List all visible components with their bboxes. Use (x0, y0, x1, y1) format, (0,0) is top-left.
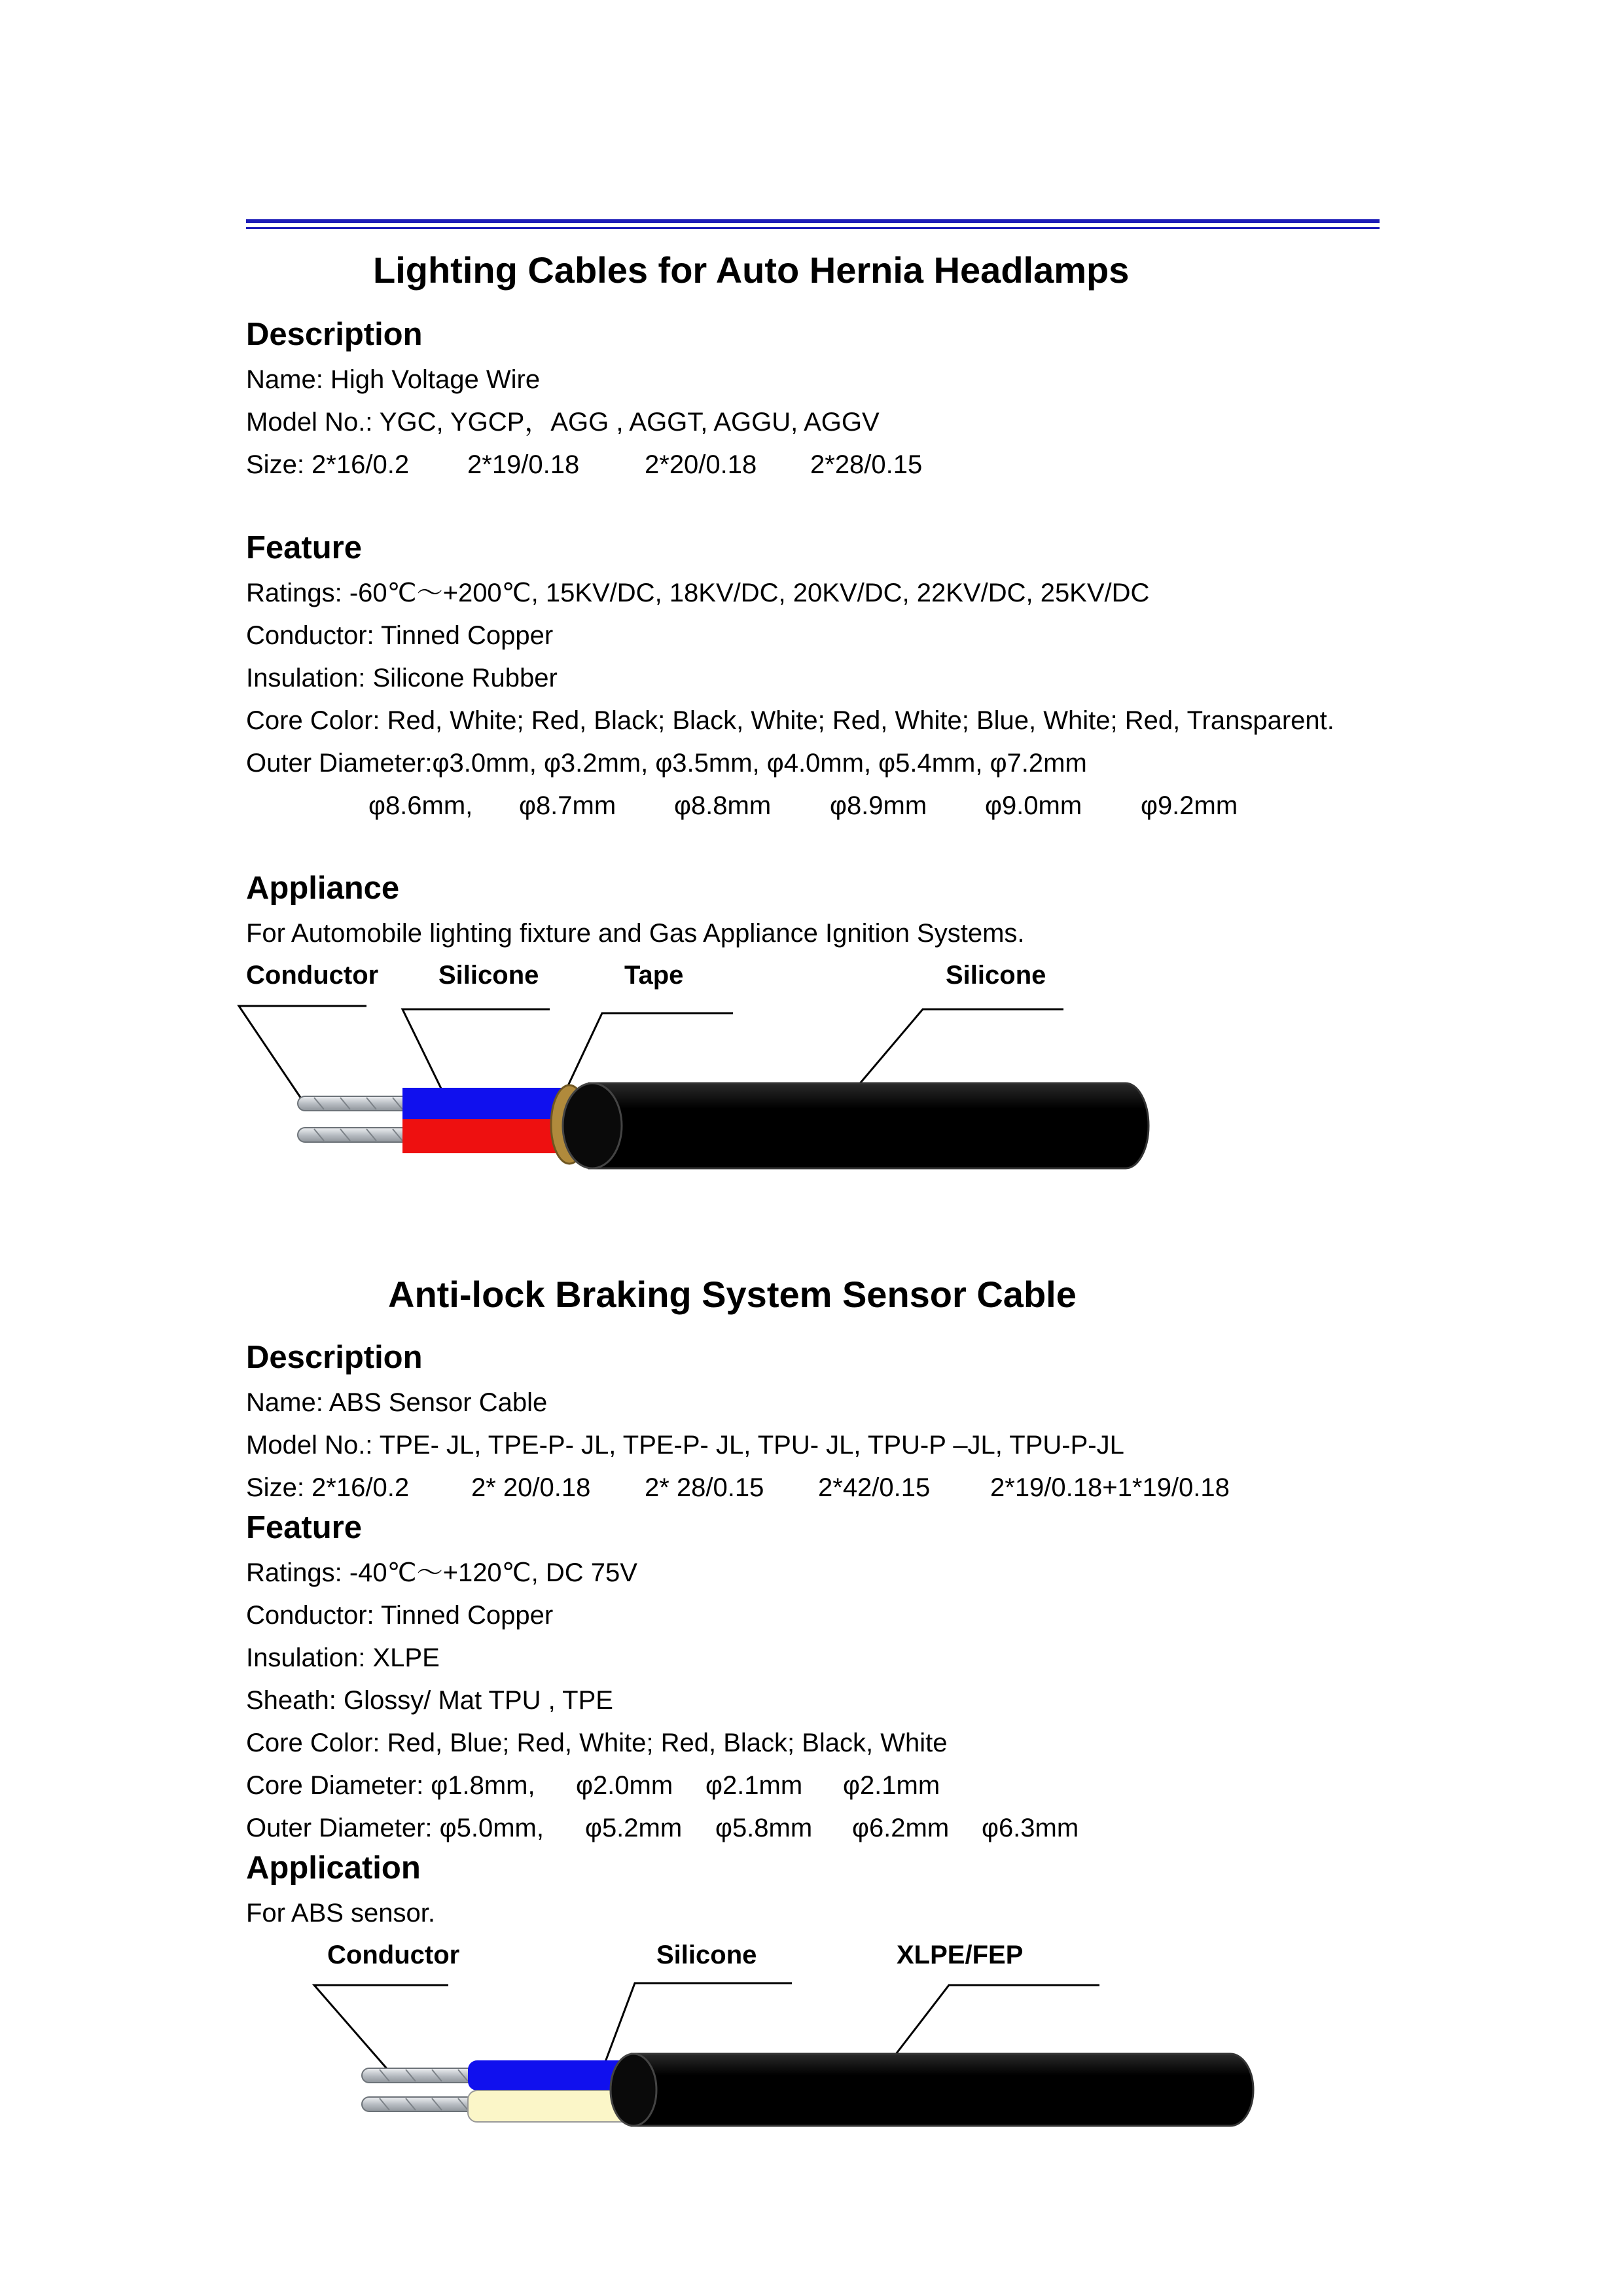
section1-outer-diameter-value: φ8.6mm, (368, 791, 473, 820)
diagram2-label-silicone: Silicone (656, 1941, 757, 1969)
section1-model: Model No.: YGC, YGCP，AGG , AGGT, AGGU, AGGV (246, 408, 880, 437)
section2-description-heading: Description (246, 1340, 423, 1375)
section2-core-diameter-label: Core Diameter: φ1.8mm, (246, 1771, 535, 1800)
leader-silicone (605, 1983, 792, 2062)
section2-ratings: Ratings: -40℃～+120℃, DC 75V (246, 1558, 637, 1587)
section1-outer-diameter: Outer Diameter:φ3.0mm, φ3.2mm, φ3.5mm, φ4.0mm, φ5.4mm, φ7.2mm (246, 749, 1087, 778)
section2-name: Name: ABS Sensor Cable (246, 1388, 548, 1417)
diagram1-label-silicone-jacket: Silicone (946, 961, 1046, 990)
section1-outer-diameter-value: φ8.8mm (674, 791, 772, 820)
diagram2-jacket-end (611, 2054, 656, 2126)
section2-size: 2*42/0.15 (818, 1473, 931, 1502)
diagram1-label-silicone: Silicone (438, 961, 539, 990)
section1-size-label: Size: 2*16/0.2 (246, 450, 410, 479)
diagram1-label-conductor: Conductor (246, 961, 379, 990)
section1-size: 2*20/0.18 (645, 450, 757, 479)
section2-feature-heading: Feature (246, 1510, 363, 1545)
section2-model: Model No.: TPE- JL, TPE-P- JL, TPE-P- JL, TPU- JL, TPU-P –JL, TPU-P-JL (246, 1431, 1124, 1460)
section2-application-heading: Application (246, 1850, 421, 1886)
section2-outer-diameter-value: φ6.3mm (982, 1814, 1079, 1842)
section2-title: Anti-lock Braking System Sensor Cable (388, 1274, 1077, 1315)
diagram1-label-tape: Tape (624, 961, 684, 990)
section2-sheath: Sheath: Glossy/ Mat TPU , TPE (246, 1686, 613, 1715)
diagram2-label-conductor: Conductor (327, 1941, 460, 1969)
leader-conductor (314, 1985, 448, 2072)
section2-size: 2* 20/0.18 (471, 1473, 591, 1502)
diagram2-core-blue (468, 2060, 632, 2090)
section2-outer-diameter-label: Outer Diameter: φ5.0mm, (246, 1814, 544, 1842)
section1-insulation: Insulation: Silicone Rubber (246, 664, 558, 692)
section1-outer-diameter-value: φ9.2mm (1141, 791, 1238, 820)
section1-outer-diameter-value: φ9.0mm (985, 791, 1082, 820)
section2-outer-diameter-value: φ5.2mm (585, 1814, 683, 1842)
section2-conductor: Conductor: Tinned Copper (246, 1601, 554, 1630)
section1-core-color: Core Color: Red, White; Red, Black; Black, White; Red, White; Blue, White; Red, Transparent. (246, 706, 1334, 735)
section1-feature-heading: Feature (246, 530, 363, 565)
section2-core-color: Core Color: Red, Blue; Red, White; Red, Black; Black, White (246, 1729, 948, 1757)
section1-appliance-text: For Automobile lighting fixture and Gas Appliance Ignition Systems. (246, 919, 1025, 948)
section2-size: 2* 28/0.15 (645, 1473, 764, 1502)
leader-xlpe-fep (890, 1985, 1099, 2062)
section2-size-label: Size: 2*16/0.2 (246, 1473, 410, 1502)
section2-size: 2*19/0.18+1*19/0.18 (990, 1473, 1230, 1502)
section2-core-diameter-value: φ2.0mm (576, 1771, 673, 1800)
section1-title: Lighting Cables for Auto Hernia Headlamps (373, 249, 1130, 291)
section2-insulation: Insulation: XLPE (246, 1643, 440, 1672)
section1-size: 2*28/0.15 (810, 450, 923, 479)
diagram2-core-cream (468, 2090, 632, 2122)
section2-application-text: For ABS sensor. (246, 1899, 436, 1928)
section2-outer-diameter-value: φ6.2mm (852, 1814, 950, 1842)
diagram2-label-xlpe-fep: XLPE/FEP (897, 1941, 1024, 1969)
section1-conductor: Conductor: Tinned Copper (246, 621, 554, 650)
section1-ratings: Ratings: -60℃～+200℃, 15KV/DC, 18KV/DC, 20KV/DC, 22KV/DC, 25KV/DC (246, 579, 1150, 607)
section1-size: 2*19/0.18 (467, 450, 580, 479)
section1-appliance-heading: Appliance (246, 870, 400, 906)
section1-name: Name: High Voltage Wire (246, 365, 541, 394)
diagram2-conductors (362, 2068, 476, 2111)
section1-outer-diameter-value: φ8.7mm (519, 791, 616, 820)
section2-outer-diameter-value: φ5.8mm (715, 1814, 813, 1842)
section2-core-diameter-value: φ2.1mm (705, 1771, 803, 1800)
section2-core-diameter-value: φ2.1mm (843, 1771, 940, 1800)
diagram2-jacket (632, 2054, 1253, 2126)
section1-outer-diameter-value: φ8.9mm (830, 791, 927, 820)
section1-description-heading: Description (246, 317, 423, 352)
